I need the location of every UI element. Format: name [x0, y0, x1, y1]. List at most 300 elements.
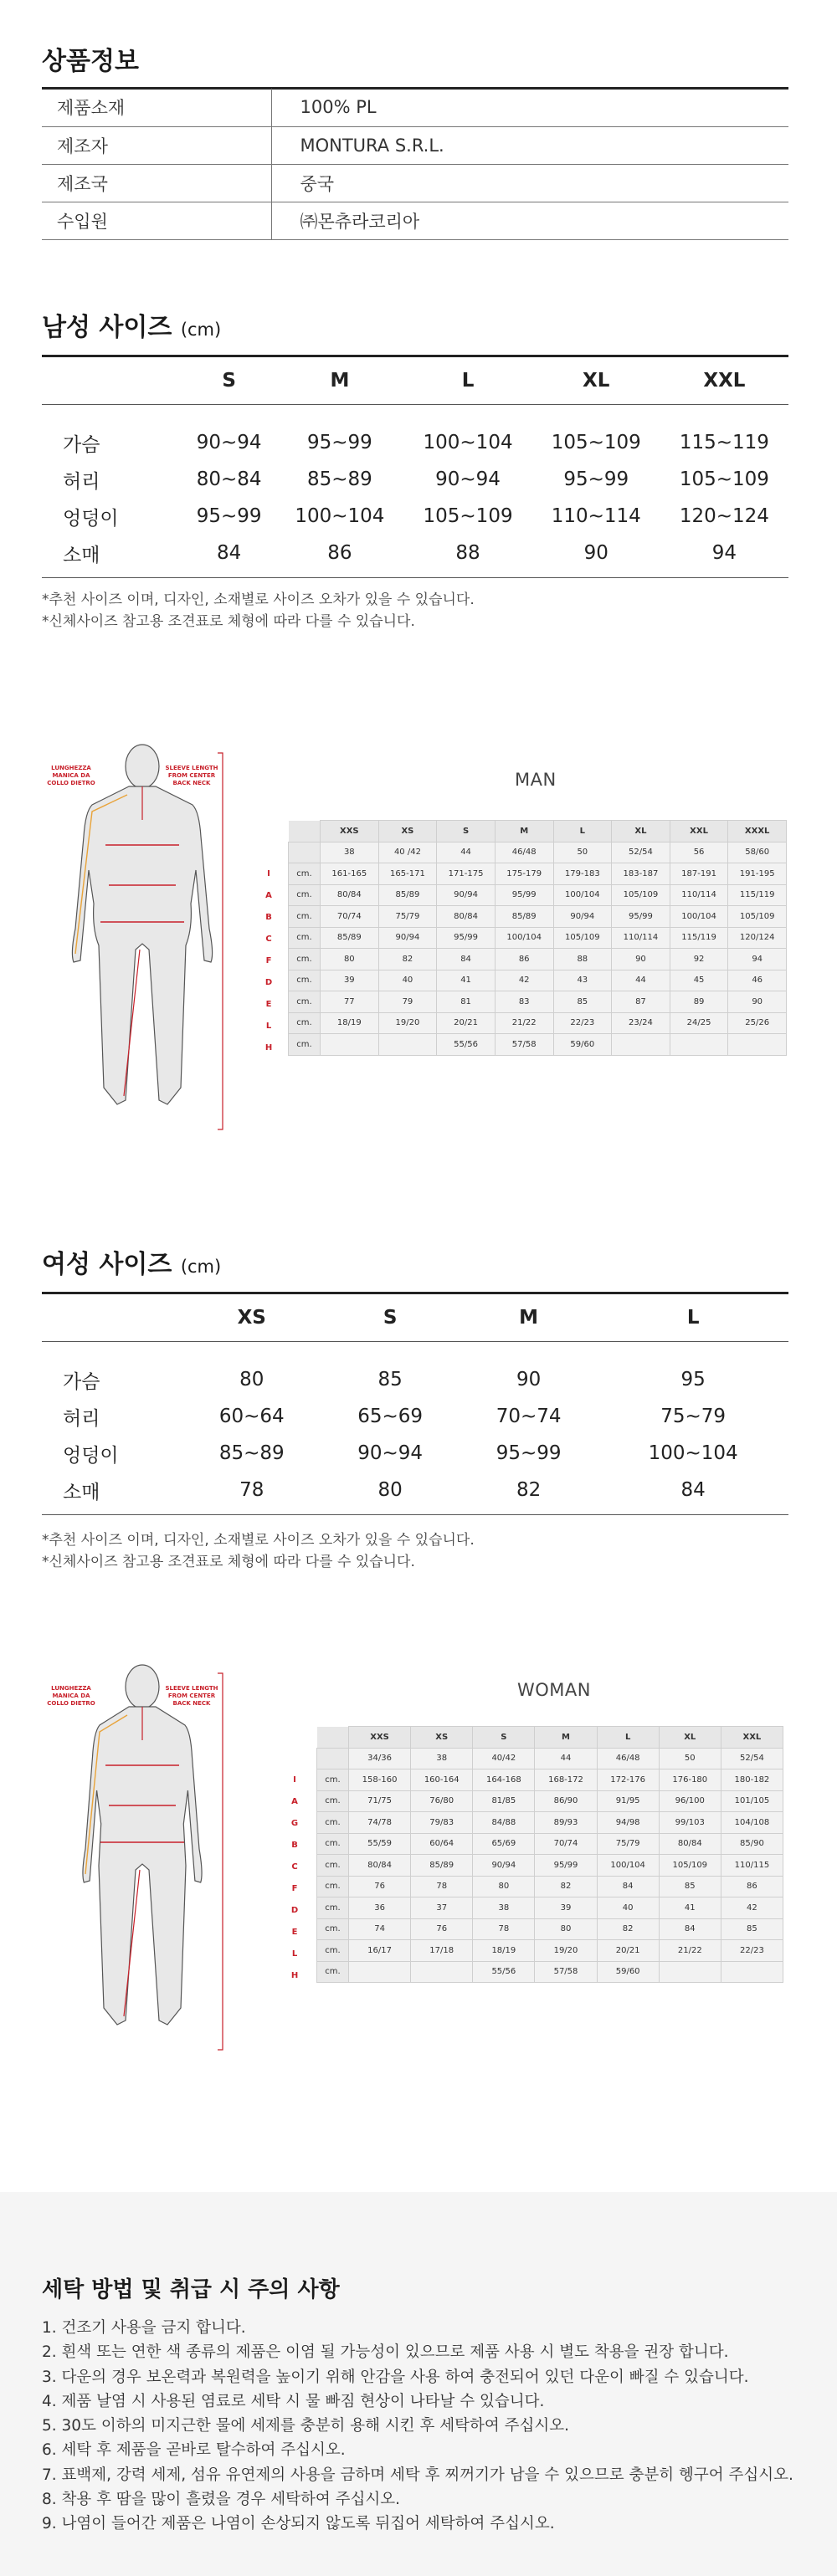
- mini-cell: 19/20: [378, 1012, 437, 1034]
- mini-row: [317, 1961, 783, 1983]
- mini-cell: 165-171: [378, 863, 437, 885]
- mini-unit-cell: cm.: [289, 1034, 321, 1056]
- mini-unit-cell: cm.: [289, 970, 321, 991]
- row-letter: C: [291, 1862, 298, 1872]
- head-shape: [126, 745, 159, 788]
- mini-cell: 79: [378, 991, 437, 1013]
- mini-cell: 85/89: [321, 927, 379, 949]
- mini-header-cell: S: [437, 821, 496, 842]
- mini-cell: 187-191: [670, 863, 728, 885]
- product-info-value: MONTURA S.R.L.: [271, 126, 788, 164]
- mini-row: [289, 1012, 787, 1034]
- mini-cell: 56: [670, 842, 728, 863]
- size-row: [42, 1472, 788, 1508]
- mini-cell: 50: [659, 1748, 721, 1769]
- size-cell: 86: [327, 542, 352, 564]
- size-cell: 105~109: [551, 432, 641, 453]
- mini-cell: [349, 1961, 411, 1983]
- mini-cell: 171-175: [437, 863, 496, 885]
- mini-cell: 80: [321, 949, 379, 970]
- size-row: [42, 461, 788, 498]
- size-cell: 78: [239, 1479, 264, 1501]
- mini-cell: 99/103: [659, 1812, 721, 1834]
- mini-cell: 81: [437, 991, 496, 1013]
- mini-cell: 100/104: [597, 1855, 659, 1877]
- women-size-title: [42, 1243, 221, 1280]
- mini-cell: 76: [411, 1918, 473, 1940]
- product-info-label: 제조국: [42, 164, 271, 202]
- mini-cell: 91/95: [597, 1790, 659, 1812]
- body-shape: [72, 786, 212, 1104]
- mini-cell: 42: [495, 970, 553, 991]
- mini-cell: 90/94: [437, 884, 496, 906]
- size-cell: 95~99: [563, 469, 629, 490]
- sleeve-label-english: SLEEVE LENGTH FROM CENTER BACK NECK: [165, 1685, 218, 1707]
- mini-unit-cell: cm.: [317, 1812, 349, 1834]
- mini-cell: 76/80: [411, 1790, 473, 1812]
- mini-unit-cell: cm.: [317, 1876, 349, 1897]
- mini-cell: 183-187: [612, 863, 670, 885]
- mini-cell: 94/98: [597, 1812, 659, 1834]
- row-letter-spacer: [289, 1726, 300, 1748]
- mini-row: [317, 1790, 783, 1812]
- mini-cell: 18/19: [321, 1012, 379, 1034]
- mini-row: [289, 863, 787, 885]
- row-letter: I: [267, 869, 270, 878]
- mini-cell: 80/84: [321, 884, 379, 906]
- mini-cell: 110/115: [721, 1855, 783, 1877]
- mini-cell: 42: [721, 1897, 783, 1919]
- size-cell: 75~79: [660, 1406, 727, 1427]
- mini-cell: 38: [473, 1897, 535, 1919]
- mini-cell: 59/60: [597, 1961, 659, 1983]
- size-cell: 95~99: [306, 432, 372, 453]
- size-cell: 85~89: [306, 469, 372, 490]
- size-row-label: 소매: [63, 1481, 100, 1503]
- row-letter: G: [290, 1819, 299, 1828]
- mini-cell: 84/88: [473, 1812, 535, 1834]
- size-cell: 94: [711, 542, 737, 564]
- mini-cell: 21/22: [495, 1012, 553, 1034]
- size-row-label: 소매: [63, 544, 100, 566]
- mini-cell: 84: [437, 949, 496, 970]
- mini-header-blank: [317, 1727, 349, 1749]
- size-cell: 105~109: [679, 469, 769, 490]
- size-divider: [42, 404, 788, 424]
- mini-unit-cell: [317, 1748, 349, 1769]
- row-letter: H: [264, 1043, 273, 1052]
- row-letter: E: [265, 1000, 272, 1009]
- product-info-title: 상품정보: [42, 47, 139, 76]
- size-row: [42, 1398, 788, 1435]
- product-info-label: 제조자: [42, 126, 271, 164]
- mini-row: [289, 970, 787, 991]
- women-body-figure: [47, 1657, 234, 2058]
- mini-header-cell: XXL: [670, 821, 728, 842]
- mini-cell: 57/58: [535, 1961, 597, 1983]
- mini-cell: 38: [321, 842, 379, 863]
- size-header-cell: L: [461, 369, 475, 392]
- mini-header-blank: [289, 821, 321, 842]
- mini-cell: 60/64: [411, 1833, 473, 1855]
- mini-cell: [378, 1034, 437, 1056]
- mini-row: [317, 1897, 783, 1919]
- mini-cell: 85/90: [721, 1833, 783, 1855]
- mini-cell: 45: [670, 970, 728, 991]
- mini-cell: 46: [728, 970, 787, 991]
- mini-row: [317, 1833, 783, 1855]
- size-cell: 80: [239, 1369, 264, 1390]
- body-outline-svg: [59, 1657, 234, 2058]
- mini-cell: 50: [553, 842, 612, 863]
- men-row-letters: [263, 820, 275, 1059]
- mini-cell: 41: [659, 1897, 721, 1919]
- size-cell: 85: [377, 1369, 403, 1390]
- mini-cell: 104/108: [721, 1812, 783, 1834]
- care-item: 2. 흰색 또는 연한 색 종류의 제품은 이염 될 가능성이 있으므로 제품 사용 시 별도 착용을 권장 합니다.: [42, 2343, 729, 2362]
- mini-unit-cell: cm.: [317, 1918, 349, 1940]
- mini-cell: 44: [612, 970, 670, 991]
- row-letter: B: [291, 1841, 298, 1850]
- mini-cell: 115/119: [670, 927, 728, 949]
- mini-cell: 40 /42: [378, 842, 437, 863]
- mini-cell: 85/89: [378, 884, 437, 906]
- size-spacer-row: [42, 404, 788, 424]
- mini-cell: 86: [495, 949, 553, 970]
- row-letter: [289, 1748, 300, 1769]
- product-info-label: 수입원: [42, 202, 271, 239]
- mini-row: [317, 1769, 783, 1791]
- size-header-cell: XS: [237, 1306, 266, 1329]
- mini-unit-cell: cm.: [289, 949, 321, 970]
- mini-cell: 46/48: [597, 1748, 659, 1769]
- row-letter: C: [265, 935, 272, 944]
- mini-unit-cell: cm.: [289, 884, 321, 906]
- row-letter: F: [291, 1884, 298, 1893]
- mini-cell: 85: [659, 1876, 721, 1897]
- mini-header-row: [317, 1727, 783, 1749]
- mini-cell: 57/58: [495, 1034, 553, 1056]
- body-shape: [83, 1707, 202, 2025]
- mini-cell: 36: [349, 1897, 411, 1919]
- mini-cell: [670, 1034, 728, 1056]
- care-title: 세탁 방법 및 취급 시 주의 사항: [42, 2277, 340, 2302]
- mini-cell: 71/75: [349, 1790, 411, 1812]
- men-measurement-table: [288, 820, 787, 1056]
- mini-header-cell: M: [535, 1727, 597, 1749]
- product-info-value: 100% PL: [271, 89, 788, 126]
- mini-row: [289, 906, 787, 928]
- mini-cell: 78: [473, 1918, 535, 1940]
- mini-cell: 25/26: [728, 1012, 787, 1034]
- mini-cell: 65/69: [473, 1833, 535, 1855]
- mini-unit-cell: cm.: [317, 1855, 349, 1877]
- mini-cell: 80/84: [659, 1833, 721, 1855]
- mini-row: [289, 842, 787, 863]
- mini-header-cell: L: [553, 821, 612, 842]
- mini-cell: 75/79: [378, 906, 437, 928]
- men-size-bottom-rule: [42, 577, 788, 578]
- size-header-row: [42, 357, 788, 404]
- mini-cell: 105/109: [612, 884, 670, 906]
- mini-cell: 70/74: [321, 906, 379, 928]
- mini-cell: 39: [535, 1897, 597, 1919]
- size-row-label: 허리: [63, 1407, 100, 1430]
- mini-cell: 85/89: [411, 1855, 473, 1877]
- mini-row: [317, 1876, 783, 1897]
- mini-row: [317, 1918, 783, 1940]
- mini-cell: 105/109: [553, 927, 612, 949]
- size-cell: 90: [516, 1369, 542, 1390]
- mini-unit-cell: cm.: [317, 1833, 349, 1855]
- mini-cell: [612, 1034, 670, 1056]
- product-info-row: [42, 164, 788, 202]
- care-item: 1. 건조기 사용을 금지 합니다.: [42, 2319, 246, 2337]
- size-row: [42, 424, 788, 461]
- size-header-cell: XL: [583, 369, 610, 392]
- mini-cell: 168-172: [535, 1769, 597, 1791]
- row-letter: [263, 842, 275, 863]
- mini-cell: 105/109: [728, 906, 787, 928]
- mini-cell: 87: [612, 991, 670, 1013]
- mini-cell: 22/23: [553, 1012, 612, 1034]
- product-info-table: [42, 89, 788, 240]
- mini-row: [289, 927, 787, 949]
- mini-cell: 55/56: [437, 1034, 496, 1056]
- size-note-line: *신체사이즈 참고용 조견표로 체형에 따라 다를 수 있습니다.: [42, 613, 415, 630]
- size-cell: 100~104: [423, 432, 513, 453]
- mini-cell: 88: [553, 949, 612, 970]
- row-letter: B: [265, 913, 272, 922]
- product-info-row: [42, 89, 788, 126]
- mini-cell: 89: [670, 991, 728, 1013]
- mini-row: [317, 1940, 783, 1962]
- mini-header-cell: S: [473, 1727, 535, 1749]
- size-row-label: 가슴: [63, 433, 100, 456]
- mini-cell: 52/54: [612, 842, 670, 863]
- size-cell: 85~89: [218, 1442, 285, 1464]
- mini-cell: 172-176: [597, 1769, 659, 1791]
- mini-header-cell: M: [495, 821, 553, 842]
- mini-unit-cell: cm.: [317, 1790, 349, 1812]
- size-row-label: 엉덩이: [63, 507, 119, 530]
- women-size-notes: [42, 1529, 475, 1573]
- body-outline-svg: [59, 736, 234, 1138]
- women-size-table: [42, 1294, 788, 1508]
- mini-cell: 58/60: [728, 842, 787, 863]
- mini-cell: 20/21: [597, 1940, 659, 1962]
- mini-cell: 79/83: [411, 1812, 473, 1834]
- head-shape: [126, 1665, 159, 1708]
- men-size-title: [42, 306, 221, 343]
- mini-row: [289, 884, 787, 906]
- height-bracket: [218, 753, 223, 1129]
- care-item: 7. 표백제, 강력 세제, 섬유 유연제의 사용을 금하며 세탁 후 찌꺼기가 남을 수 있으므로 충분히 헹구어 주십시오.: [42, 2466, 793, 2484]
- sleeve-label-english: SLEEVE LENGTH FROM CENTER BACK NECK: [165, 765, 218, 786]
- mini-cell: 74/78: [349, 1812, 411, 1834]
- mini-cell: 94: [728, 949, 787, 970]
- mini-header-cell: XXS: [321, 821, 379, 842]
- mini-cell: 37: [411, 1897, 473, 1919]
- size-header-cell: S: [383, 1306, 398, 1329]
- mini-cell: 18/19: [473, 1940, 535, 1962]
- mini-cell: 80/84: [349, 1855, 411, 1877]
- mini-cell: 82: [535, 1876, 597, 1897]
- size-cell: 115~119: [679, 432, 769, 453]
- size-cell: 60~64: [218, 1406, 285, 1427]
- mini-cell: 38: [411, 1748, 473, 1769]
- mini-cell: 23/24: [612, 1012, 670, 1034]
- women-chart-title: WOMAN: [517, 1680, 591, 1700]
- women-row-letters: [289, 1726, 300, 1987]
- mini-cell: 39: [321, 970, 379, 991]
- mini-cell: 90/94: [378, 927, 437, 949]
- size-row: [42, 498, 788, 535]
- mini-cell: 160-164: [411, 1769, 473, 1791]
- size-header-cell: M: [330, 369, 350, 392]
- row-letter: H: [290, 1971, 299, 1980]
- size-divider: [42, 1341, 788, 1361]
- mini-cell: 105/109: [659, 1855, 721, 1877]
- mini-cell: [411, 1961, 473, 1983]
- mini-cell: 75/79: [597, 1833, 659, 1855]
- size-cell: 84: [680, 1479, 706, 1501]
- care-item: 3. 다운의 경우 보온력과 복원력을 높이기 위해 안감을 사용 하여 충전되어 있던 다운이 빠질 수 있습니다.: [42, 2368, 749, 2386]
- size-cell: 90~94: [357, 1442, 424, 1464]
- size-header-cell: XXL: [703, 369, 746, 392]
- mini-cell: 77: [321, 991, 379, 1013]
- mini-cell: 80: [535, 1918, 597, 1940]
- mini-cell: 90/94: [553, 906, 612, 928]
- mini-cell: 55/56: [473, 1961, 535, 1983]
- mini-unit-cell: cm.: [317, 1940, 349, 1962]
- mini-cell: 17/18: [411, 1940, 473, 1962]
- row-letter: L: [265, 1022, 272, 1031]
- size-cell: 65~69: [357, 1406, 424, 1427]
- row-letter: A: [291, 1797, 298, 1806]
- men-size-unit: (cm): [180, 320, 222, 340]
- mini-cell: 44: [437, 842, 496, 863]
- mini-header-row: [289, 821, 787, 842]
- size-header-cell: S: [222, 369, 236, 392]
- mini-cell: 40: [597, 1897, 659, 1919]
- mini-cell: 43: [553, 970, 612, 991]
- mini-cell: 20/21: [437, 1012, 496, 1034]
- size-cell: 84: [217, 542, 242, 564]
- size-cell: 88: [455, 542, 480, 564]
- mini-cell: 41: [437, 970, 496, 991]
- mini-cell: 161-165: [321, 863, 379, 885]
- size-cell: 70~74: [496, 1406, 562, 1427]
- mini-cell: 90/94: [473, 1855, 535, 1877]
- mini-cell: 70/74: [535, 1833, 597, 1855]
- row-letter: D: [290, 1906, 299, 1915]
- mini-cell: 81/85: [473, 1790, 535, 1812]
- mini-cell: 100/104: [670, 906, 728, 928]
- mini-cell: 46/48: [495, 842, 553, 863]
- mini-cell: 120/124: [728, 927, 787, 949]
- mini-unit-cell: [289, 842, 321, 863]
- mini-cell: 40: [378, 970, 437, 991]
- size-note-line: *추천 사이즈 이며, 디자인, 소재별로 사이즈 오차가 있을 수 있습니다.: [42, 1532, 475, 1549]
- mini-cell: 22/23: [721, 1940, 783, 1962]
- mini-unit-cell: cm.: [289, 927, 321, 949]
- mini-cell: 158-160: [349, 1769, 411, 1791]
- mini-cell: 82: [378, 949, 437, 970]
- men-size-table: [42, 357, 788, 571]
- size-cell: 110~114: [551, 505, 641, 527]
- mini-cell: 101/105: [721, 1790, 783, 1812]
- mini-cell: 59/60: [553, 1034, 612, 1056]
- mini-cell: 95/99: [612, 906, 670, 928]
- mini-cell: 76: [349, 1876, 411, 1897]
- mini-cell: 86/90: [535, 1790, 597, 1812]
- size-header-row: [42, 1294, 788, 1341]
- size-note-line: *추천 사이즈 이며, 디자인, 소재별로 사이즈 오차가 있을 수 있습니다.: [42, 592, 475, 608]
- care-item: 8. 착용 후 땀을 많이 흘렸을 경우 세탁하여 주십시오.: [42, 2491, 400, 2509]
- mini-cell: 95/99: [535, 1855, 597, 1877]
- mini-cell: 175-179: [495, 863, 553, 885]
- mini-unit-cell: cm.: [289, 863, 321, 885]
- mini-cell: 85/89: [495, 906, 553, 928]
- sleeve-label-italian: LUNGHEZZA MANICA DA COLLO DIETRO: [47, 765, 95, 786]
- size-note-line: *신체사이즈 참고용 조견표로 체형에 따라 다를 수 있습니다.: [42, 1554, 415, 1570]
- row-letter: I: [293, 1775, 296, 1785]
- mini-header-cell: L: [597, 1727, 659, 1749]
- mini-cell: [721, 1961, 783, 1983]
- men-body-figure: [47, 736, 234, 1129]
- mini-row: [317, 1855, 783, 1877]
- size-cell: 90~94: [196, 432, 262, 453]
- mini-cell: 115/119: [728, 884, 787, 906]
- size-row: [42, 1361, 788, 1398]
- size-cell: 120~124: [679, 505, 769, 527]
- mini-cell: 82: [597, 1918, 659, 1940]
- size-row-label: 엉덩이: [63, 1444, 119, 1467]
- size-spacer-row: [42, 1341, 788, 1361]
- women-size-title-text: 여성 사이즈: [42, 1250, 172, 1279]
- mini-cell: 34/36: [349, 1748, 411, 1769]
- women-size-unit: (cm): [180, 1257, 222, 1277]
- size-cell: 90: [583, 542, 608, 564]
- mini-header-cell: XL: [659, 1727, 721, 1749]
- product-info-row: [42, 202, 788, 239]
- size-row-label: 가슴: [63, 1370, 100, 1393]
- mini-cell: 44: [535, 1748, 597, 1769]
- row-letter: F: [265, 956, 272, 965]
- men-chart-title: MAN: [515, 770, 557, 790]
- mini-cell: 85: [721, 1918, 783, 1940]
- mini-header-cell: XXL: [721, 1727, 783, 1749]
- care-item: 6. 세탁 후 제품을 곧바로 탈수하여 주십시오.: [42, 2441, 346, 2460]
- mini-header-cell: XXS: [349, 1727, 411, 1749]
- product-info-value: 중국: [271, 164, 788, 202]
- size-header-cell: M: [519, 1306, 539, 1329]
- care-item: 9. 나염이 들어간 제품은 나염이 손상되지 않도록 뒤집어 세탁하여 주십시오.: [42, 2515, 555, 2533]
- mini-cell: 40/42: [473, 1748, 535, 1769]
- mini-cell: 80/84: [437, 906, 496, 928]
- mini-cell: 90: [612, 949, 670, 970]
- mini-cell: 95/99: [495, 884, 553, 906]
- care-item: 5. 30도 이하의 미지근한 물에 세제를 충분히 용해 시킨 후 세탁하여 주십시오.: [42, 2417, 570, 2435]
- row-letter: E: [291, 1928, 298, 1937]
- size-cell: 80: [377, 1479, 403, 1501]
- size-header-blank: [42, 357, 182, 404]
- mini-cell: 52/54: [721, 1748, 783, 1769]
- mini-unit-cell: cm.: [317, 1897, 349, 1919]
- mini-cell: 89/93: [535, 1812, 597, 1834]
- row-letter-spacer: [263, 820, 275, 842]
